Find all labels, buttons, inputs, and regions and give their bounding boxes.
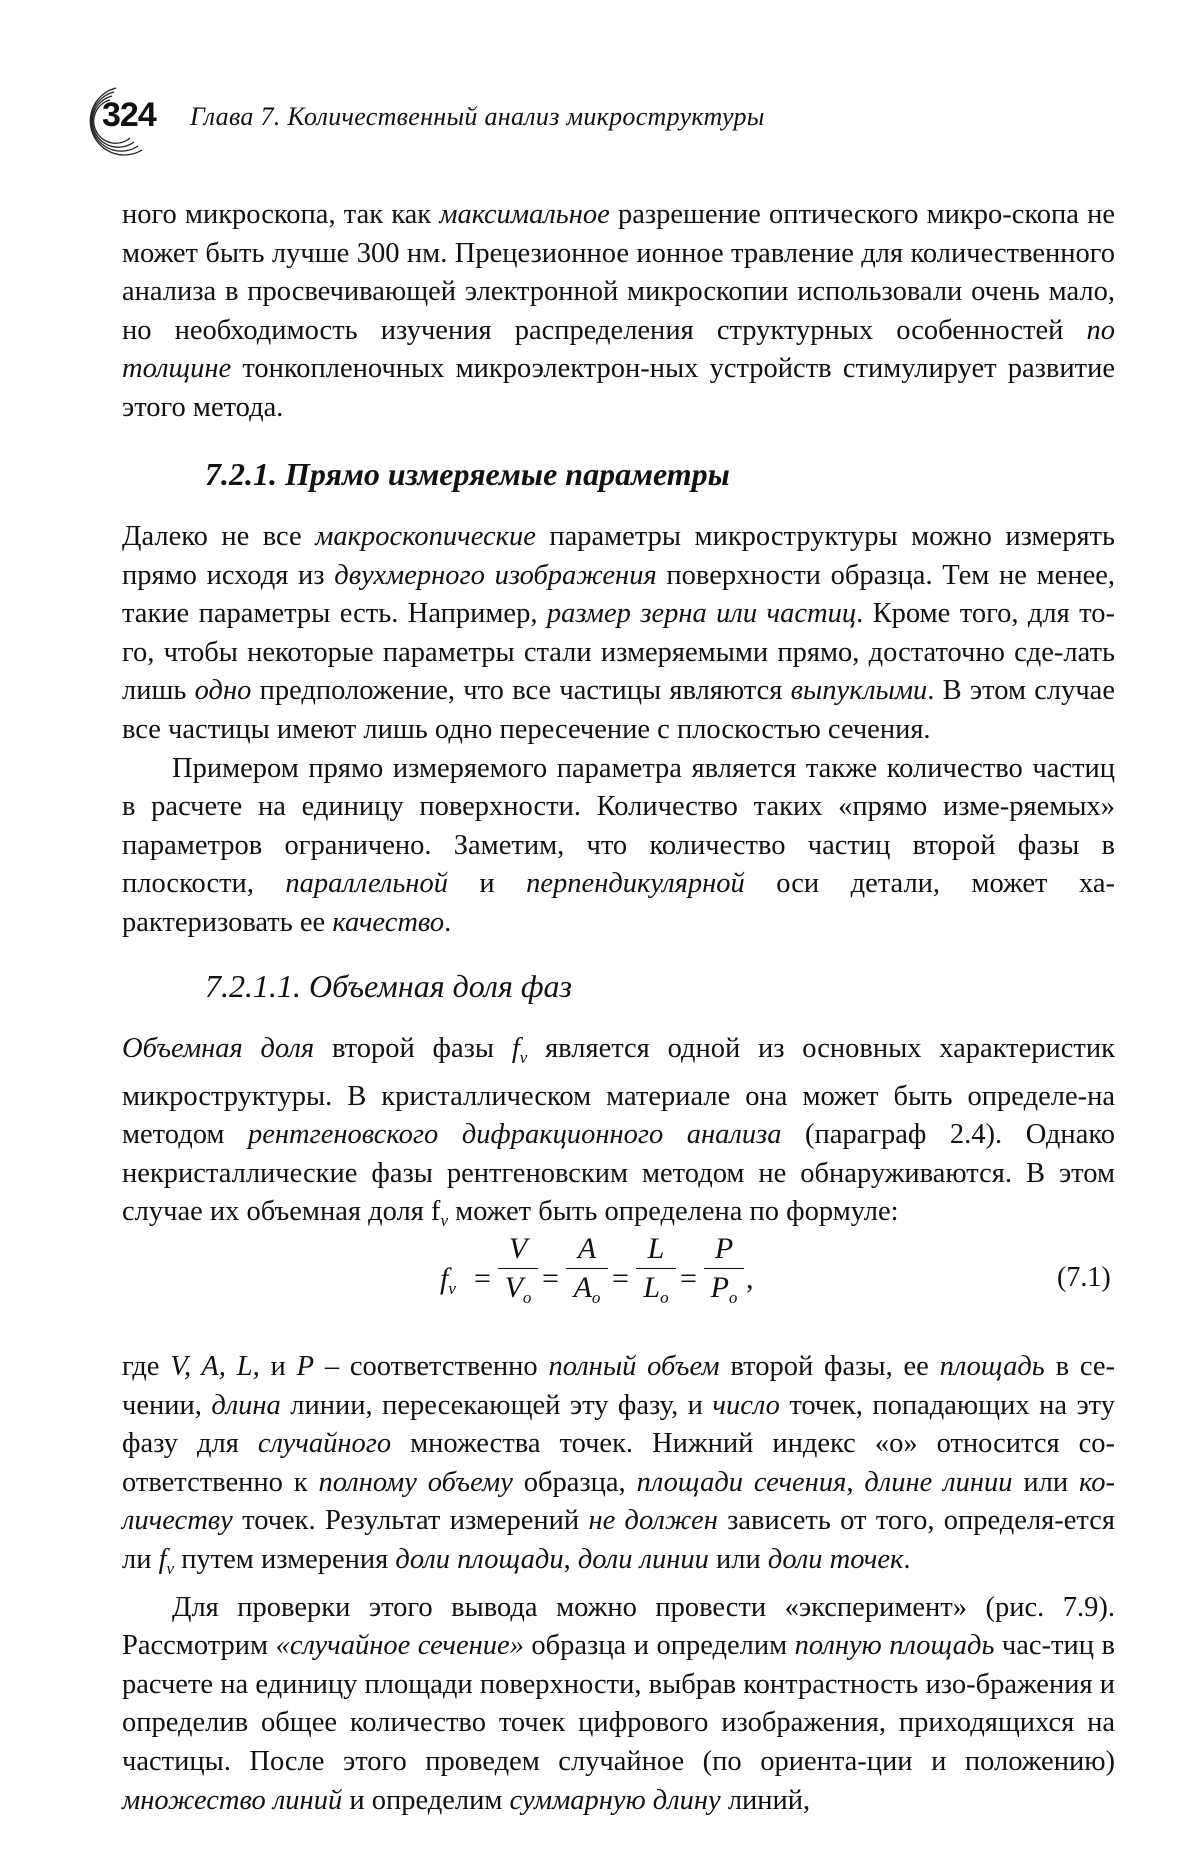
intro-paragraph [122,196,1115,428]
text-run: , [563,1543,578,1575]
text-run: точек. Результат измерений [232,1505,589,1537]
emphasis: одно [194,675,252,707]
text-run: или [708,1543,768,1575]
section-heading: 7.2.1. Прямо измеряемые параметры [205,456,730,492]
emphasis: макроскопические [315,521,536,552]
paragraph [122,1589,1115,1821]
emphasis: Объемная доля [122,1033,315,1064]
emphasis: по толщине [122,314,1115,385]
paragraph [122,1348,1115,1589]
text-run: ного микроскопа, так как [122,199,440,230]
text-run: поверхности образца. Тем не менее, такие параметры есть. Например, [122,559,1116,630]
text-run: час-тиц в расчете на единицу площади поверхности, выбрав контрастность изо-бражения и определив общее количество точек цифрового изображения, приходящихся на частицы. После этого проведем случайное (по ориента-ции и положению) [122,1630,1115,1777]
emphasis: суммарную длину [509,1784,721,1816]
text-run: Для проверки этого вывода можно провести «эксперимент» (рис. 7.9). Рассмотрим [122,1591,1115,1662]
emphasis: качество [332,906,445,938]
emphasis: случайного [257,1428,392,1460]
text-run: является одной из основных характеристик микроструктуры. В кристаллическом материале она может быть определе-на методом [122,1033,1115,1151]
emphasis: доли точек [767,1543,904,1575]
text-run: образца, [512,1466,637,1498]
text-run: второй фазы [314,1033,512,1064]
emphasis: рентгеновского дифракционного анализа [248,1119,782,1151]
emphasis: размер зерна или частиц [546,598,857,630]
emphasis: перпендикулярной [526,868,745,900]
text-run: разрешение оптического микро-скопа не может быть лучше 300 нм. Прецезионное ионное травление для количественного анализа в просвечивающей электронной микроскопии использовали очень мало, но необходимость изучения распределения структурных особенностей [122,199,1115,346]
text-run: – соответственно [314,1351,549,1382]
text-run: множества точек. Нижний индекс «о» относится со-ответственно к [122,1428,1116,1498]
text-run: предположение, что все частицы являются [251,675,791,707]
emphasis: число [712,1389,780,1421]
subscript: v [440,1211,448,1231]
fraction-l: L $L_o$ [636,1232,676,1305]
text-run: точек, попадающих на эту фазу для [122,1389,1115,1460]
text-run: линии, пересекающей эту фазу, и [280,1389,713,1421]
fraction-a: A $A_o$ [566,1232,608,1305]
text-run: . [903,1543,911,1575]
text-run: . В этом случае все частицы имеют лишь одно пересечение с плоскостью сечения. [122,675,1115,745]
emphasis: длине линии [864,1466,1013,1498]
equals-sign: = [612,1262,629,1295]
emphasis: доли линии [577,1543,709,1575]
emphasis: ко-личеству [122,1466,1115,1537]
subsection-body-top [122,1030,1115,1241]
equals-sign: = [542,1262,559,1295]
comma: , [746,1262,754,1295]
text-run: зависеть от того, определя-ется ли [122,1505,1115,1575]
subscript: v [519,1048,528,1067]
text-run: образца и определим [523,1630,795,1662]
emphasis: максимальное [439,199,610,230]
emphasis: не должен [588,1505,718,1537]
emphasis: параллельной [285,868,448,900]
subsection-body-bottom [122,1348,1115,1820]
text-run: , [846,1466,865,1498]
text-run: линий, [720,1784,811,1816]
emphasis: полному объему [318,1466,513,1498]
emphasis: площадь [939,1351,1045,1382]
text-run: Примером прямо измеряемого параметра является также количество частиц в расчете на единицу поверхности. Количество таких «прямо изме-ряемых» параметров ограничено. Заметим, что количество частиц второй фазы в плоскости, [122,752,1115,900]
text-run: . Кроме того, для то-го, чтобы некоторые параметры стали измеряемыми прямо, достаточно сде-лать лишь [122,598,1115,707]
emphasis: f [511,1033,520,1064]
text-run: и [259,1351,297,1382]
text-run: может быть определена по формуле: [447,1196,899,1228]
text-run: (параграф 2.4). Однако некристаллические фазы рентгеновским методом не обнаруживаются. В этом случае их объемная доля f [122,1119,1115,1228]
paragraph [122,518,1115,750]
equals-sign: = [680,1262,697,1295]
text-run: параметры микроструктуры можно измерять прямо исходя из [122,521,1116,591]
emphasis: двухмерного изображения [334,559,657,591]
subsection-heading: 7.2.1.1. Объемная доля фаз [205,968,573,1004]
equation-number: (7.1) [1057,1262,1111,1293]
paragraph [122,1030,1115,1241]
text-run: или [1012,1466,1079,1498]
equals-sign: = [474,1262,491,1295]
emphasis: полную площадь [794,1630,995,1662]
emphasis: «случайное сечение» [275,1630,524,1662]
emphasis: множество линий [122,1784,343,1816]
page-header [78,82,1078,162]
text-run: . [444,906,452,938]
emphasis: площади сечения [636,1466,847,1498]
emphasis: выпуклыми [790,675,928,707]
equation-7-1 [440,1232,780,1322]
text-run: в се-чении, [122,1351,1115,1421]
text-run: и определим [342,1784,510,1816]
fraction-v: V $V_o$ [498,1232,538,1305]
subscript: v [166,1558,175,1578]
text-run: оси детали, может ха-рактеризовать ее [122,868,1115,938]
emphasis: f [158,1543,167,1575]
text-run: тонкопленочных микроэлектрон-ных устройств стимулирует развитие этого метода. [122,353,1115,423]
emphasis: P [296,1351,315,1382]
text-run: и [447,868,527,900]
emphasis: длина [211,1389,281,1421]
section-body [122,518,1115,943]
emphasis: доли площади [395,1543,564,1575]
text-run: где [122,1351,171,1382]
text-run: Далеко не все [122,521,316,552]
page-number: 324 [102,96,156,134]
text-run: путем измерения [174,1543,396,1575]
emphasis: V, A, L, [170,1351,260,1382]
paragraph [122,196,1115,428]
text-run: второй фазы, ее [719,1351,940,1382]
paragraph [122,750,1115,943]
fraction-p: P $P_o$ [704,1232,744,1305]
emphasis: полный объем [548,1351,720,1382]
running-title: Глава 7. Количественный анализ микроструктуры [190,102,765,131]
equation-lhs: $f_v$ [440,1262,456,1298]
